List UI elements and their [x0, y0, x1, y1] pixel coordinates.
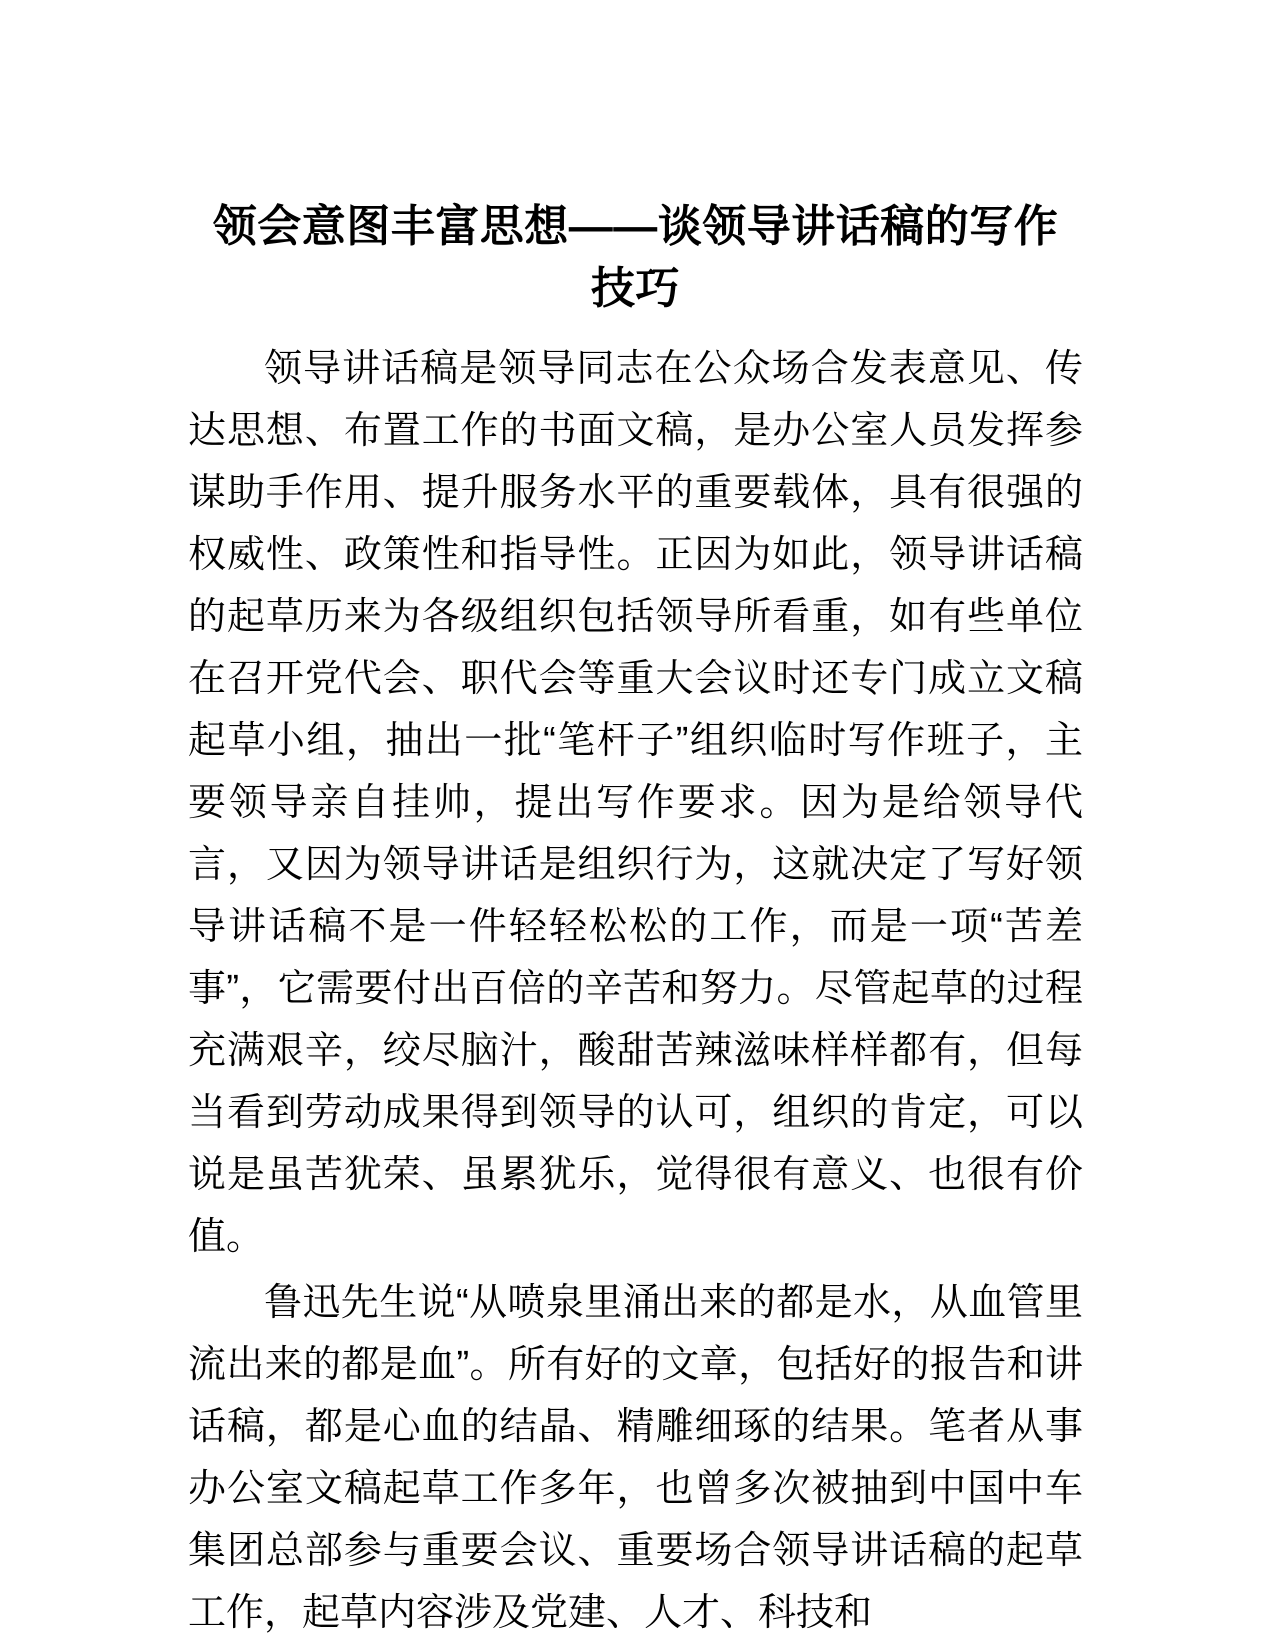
- document-title: 领会意图丰富思想——谈领导讲话稿的写作技巧: [212, 202, 1059, 313]
- body-paragraph: 领导讲话稿是领导同志在公众场合发表意见、传达思想、布置工作的书面文稿，是办公室人员发挥参谋助手作用、提升服务水平的重要载体，具有很强的权威性、政策性和指导性。正因为如此，领导讲话稿的起草历来为各级组织包括领导所看重，如有些单位在召开党代会、职代会等重大会议时还专门成立文稿起草小组，抽出一批“笔杆子”组织临时写作班子，主要领导亲自挂帅，提出写作要求。因为是给领导代言，又因为领导讲话是组织行为，这就决定了写好领导讲话稿不是一件轻轻松松的工作，而是一项“苦差事”，它需要付出百倍的辛苦和努力。尽管起草的过程充满艰辛，绞尽脑汁，酸甜苦辣滋味样样都有，但每当看到劳动成果得到领导的认可，组织的肯定，可以说是虽苦犹荣、虽累犹乐，觉得很有意义、也很有价值。: [188, 348, 1083, 1258]
- body-paragraph: 鲁迅先生说“从喷泉里涌出来的都是水，从血管里流出来的都是血”。所有好的文章，包括好的报告和讲话稿，都是心血的结晶、精雕细琢的结果。笔者从事办公室文稿起草工作多年，也曾多次被抽到中国中车集团总部参与重要会议、重要场合领导讲话稿的起草工作，起草内容涉及党建、人才、科技和: [188, 1282, 1083, 1634]
- document-body: [188, 338, 1083, 1644]
